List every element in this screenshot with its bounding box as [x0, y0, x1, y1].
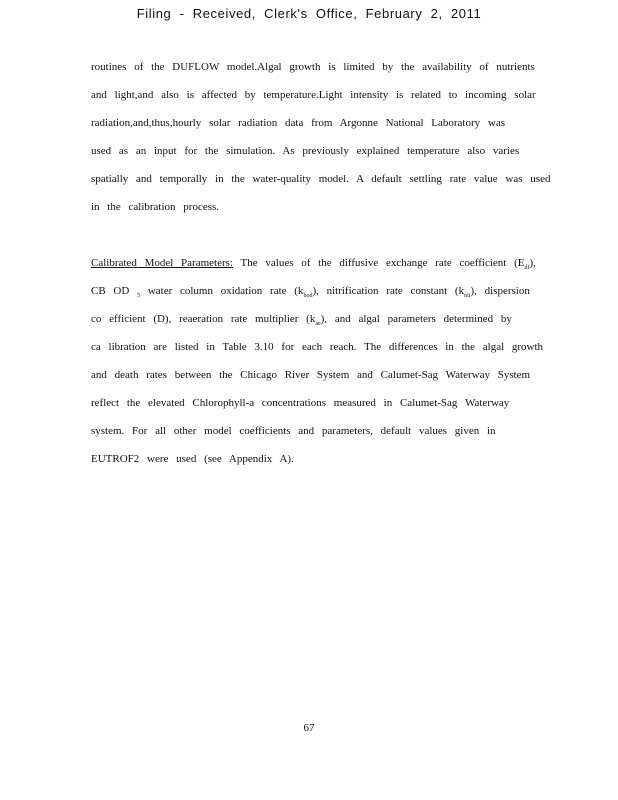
- section-heading: Calibrated Model Parameters:: [91, 257, 233, 269]
- text-line: radiation,and,thus,hourly solar radiation data from Argonne National Laboratory was: [91, 117, 505, 129]
- text-line: [91, 312, 512, 328]
- text-span: ), dispersion: [470, 285, 530, 297]
- subscript: nit: [464, 293, 471, 299]
- text-line: spatially and temporally in the water-quality model. A default settling rate value was used: [91, 173, 551, 185]
- text-span: CB OD: [91, 285, 130, 297]
- page-number: 67: [303, 722, 315, 734]
- text-span: water column oxidation rate (k: [147, 285, 304, 297]
- text-line: and death rates between the Chicago River System and Calumet-Sag Waterway System: [91, 369, 531, 381]
- subscript: 5: [137, 293, 141, 299]
- text-line: [91, 284, 530, 300]
- text-line: routines of the DUFLOW model.Algal growth is limited by the availability of nutrients: [91, 61, 535, 73]
- text-line: ca libration are listed in Table 3.10 for each reach. The differences in the algal growth: [91, 341, 544, 353]
- text-span: ), nitrification rate constant (k: [312, 285, 465, 297]
- text-span: ),: [529, 257, 536, 269]
- text-line: system. For all other model coefficients and parameters, default values given in: [91, 425, 496, 437]
- text-span: The values of the diffusive exchange rate coefficient (E: [240, 257, 525, 269]
- text-line: and light,and also is affected by temperature.Light intensity is related to incoming solar: [91, 89, 536, 101]
- text-line: EUTROF2 were used (see Appendix A).: [91, 453, 294, 465]
- text-line: [91, 256, 536, 272]
- text-span: ), and algal parameters determined by: [320, 313, 512, 325]
- text-line: used as an input for the simulation. As previously explained temperature also varies: [91, 145, 520, 157]
- text-line: in the calibration process.: [91, 201, 220, 213]
- text-span: co efficient (D), reaeration rate multiplier (k: [91, 313, 316, 325]
- subscript: ae: [315, 321, 321, 327]
- text-line: reflect the elevated Chlorophyll-a concentrations measured in Calumet-Sag Waterway: [91, 397, 510, 409]
- subscript: bod: [303, 293, 313, 299]
- subscript: df: [524, 265, 530, 271]
- page-header: Filing - Received, Clerk's Office, February 2, 2011: [136, 6, 482, 21]
